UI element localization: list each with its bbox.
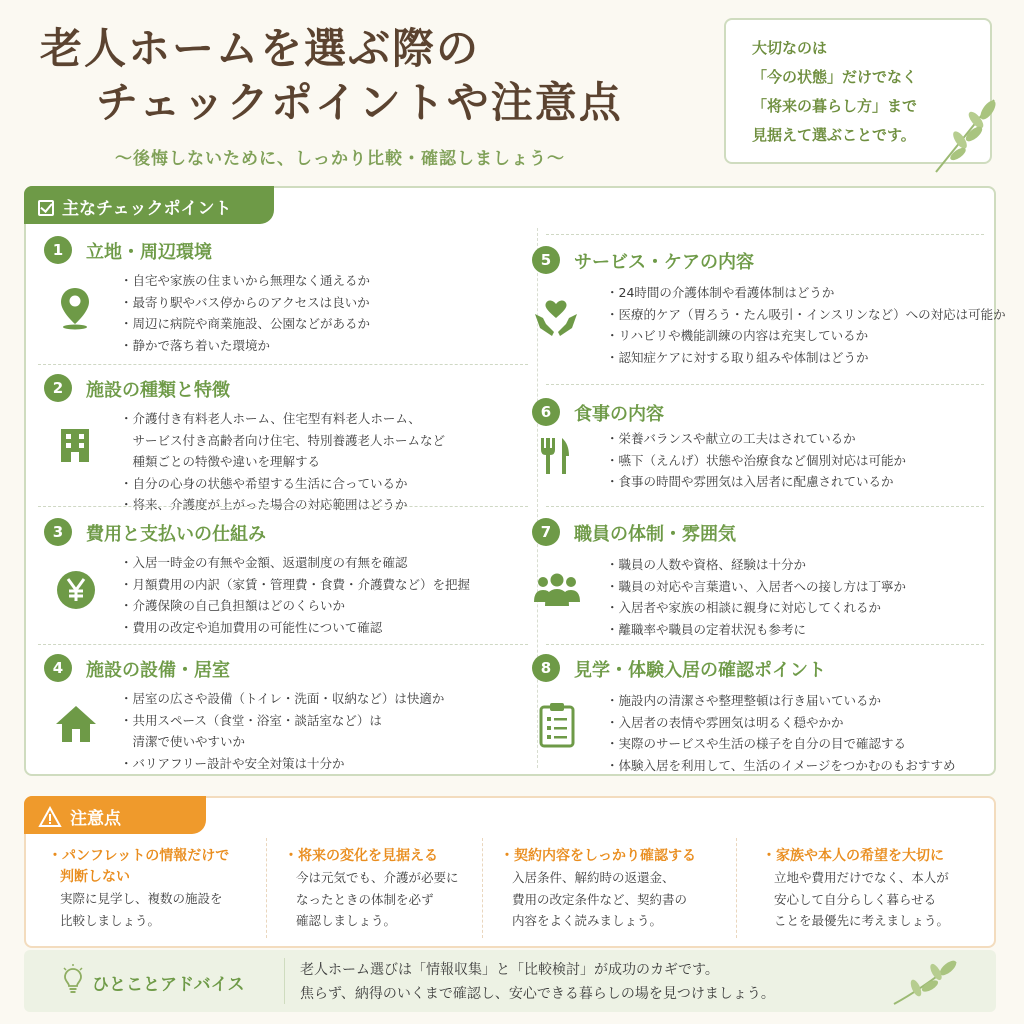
fork-knife-icon	[538, 436, 572, 476]
bullet: ・ 自宅や家族の住まいから無理なく通えるか	[120, 270, 370, 292]
title-line-2: チェックポイントや注意点	[96, 78, 623, 127]
staff-group-icon	[532, 572, 582, 608]
item-divider	[546, 384, 984, 385]
bullet: ・ 静かで落ち着いた環境か	[120, 335, 370, 357]
caution-text: 比較しましょう。	[60, 912, 161, 928]
caution-column-1	[48, 846, 229, 931]
leaf-branch-icon	[930, 92, 1002, 176]
caution-column-4	[762, 846, 949, 932]
caution-text: 確認しましょう。	[296, 913, 397, 928]
item-divider	[546, 234, 984, 235]
item-title: サービス・ケアの内容	[574, 252, 754, 273]
bullet: ・ 周辺に病院や商業施設、公園などがあるか	[120, 313, 370, 335]
bullet: ・ 離職率や職員の定着状況も参考に	[606, 619, 906, 641]
item-number: 5	[532, 246, 560, 274]
item-number: 6	[532, 398, 560, 426]
advice-bar	[24, 950, 996, 1012]
bullet: ・ 認知症ケアに対する取り組みや体制はどうか	[606, 347, 1006, 369]
bullet: ・ 最寄り駅やバス停からのアクセスは良いか	[120, 292, 370, 314]
checkpoints-panel	[24, 186, 1006, 776]
bullet: ・ 食事の時間や雰囲気は入居者に配慮されているか	[606, 471, 906, 493]
key-message-line: 「将来の暮らし方」まで	[752, 97, 918, 115]
caution-panel	[24, 796, 996, 948]
checkbox-icon	[38, 200, 54, 216]
caution-text: 安心して自分らしく暮らせる	[774, 891, 937, 907]
caution-column-2	[284, 846, 459, 932]
caution-text: 費用の改定条件など、契約書の	[512, 891, 688, 907]
item-divider	[546, 644, 984, 645]
bullet: ・ 自分の心身の状態や希望する生活に合っているか	[120, 473, 445, 495]
lightbulb-icon	[62, 964, 84, 994]
item-divider	[38, 506, 528, 507]
advice-separator	[284, 958, 285, 1004]
bullet: ・ 嚥下（えんげ）状態や治療食など個別対応は可能か	[606, 450, 906, 472]
checkpoints-tab	[24, 186, 274, 224]
checkpoints-label: 主なチェックポイント	[62, 199, 232, 219]
bullet: ・ 施設内の清潔さや整理整頓は行き届いているか	[606, 690, 956, 712]
bullet: ・ 費用の改定や追加費用の可能性について確認	[120, 617, 470, 639]
subtitle: 〜後悔しないために、しっかり比較・確認しましょう〜	[115, 149, 565, 169]
advice-label: ひとことアドバイス	[92, 975, 245, 995]
clipboard-icon	[538, 702, 576, 748]
bullet: ・ 医療的ケア（胃ろう・たん吸引・インスリンなど）への対応は可能か	[606, 304, 1006, 326]
bullet: ・ 介護付き有料老人ホーム、住宅型有料老人ホーム、	[120, 408, 445, 430]
caution-text: 入居条件、解約時の返還金、	[512, 870, 675, 885]
item-divider	[38, 364, 528, 365]
bullet: ・ 実際のサービスや生活の様子を自分の目で確認する	[606, 733, 956, 755]
bullet: ・ 介護保険の自己負担額はどのくらいか	[120, 595, 470, 617]
warning-icon	[38, 806, 62, 828]
bullet-continuation: 清潔で使いやすいか	[132, 734, 246, 749]
advice-line: 老人ホーム選びは「情報収集」と「比較検討」が成功のカギです。	[300, 962, 719, 978]
column-divider	[482, 838, 483, 938]
column-divider	[736, 838, 737, 938]
advice-line: 焦らず、納得のいくまで確認し、安心できる暮らしの場を見つけましょう。	[300, 986, 775, 1002]
caution-text: 今は元気でも、介護が必要に	[296, 870, 459, 885]
item-number: 7	[532, 518, 560, 546]
page-title	[40, 22, 623, 130]
caution-heading: 判断しない	[60, 869, 130, 885]
bullet: ・ 職員の対応や言葉遣い、入居者への接し方は丁寧か	[606, 576, 906, 598]
heart-hands-icon	[532, 298, 580, 338]
key-message-line: 大切なのは	[752, 39, 828, 57]
caution-text: 実際に見学し、複数の施設を	[60, 891, 223, 906]
item-title: 立地・周辺環境	[86, 242, 212, 263]
bullet-continuation: 種類ごとの特徴や違いを理解する	[132, 454, 321, 469]
leaf-branch-icon	[890, 956, 960, 1008]
bullet: ・ 栄養バランスや献立の工夫はされているか	[606, 428, 906, 450]
caution-text: ことを最優先に考えましょう。	[774, 913, 950, 928]
caution-label: 注意点	[70, 809, 121, 829]
caution-text: 内容をよく読みましょう。	[512, 913, 663, 928]
bullet: ・ 24時間の介護体制や看護体制はどうか	[606, 282, 1006, 304]
caution-heading: ・将来の変化を見据える	[284, 848, 438, 864]
item-number: 2	[44, 374, 72, 402]
item-number: 4	[44, 654, 72, 682]
caution-text: なったときの体制を必ず	[296, 891, 434, 907]
bullet: ・ バリアフリー設計や安全対策は十分か	[120, 753, 444, 775]
building-icon	[56, 426, 94, 464]
bullet: ・ 入居一時金の有無や金額、返還制度の有無を確認	[120, 552, 470, 574]
title-line-1: 老人ホームを選ぶ際の	[40, 24, 481, 73]
item-title: 食事の内容	[574, 404, 664, 425]
item-number: 1	[44, 236, 72, 264]
item-number: 3	[44, 518, 72, 546]
key-message-line: 見据えて選ぶことです。	[752, 126, 916, 144]
caution-heading: ・家族や本人の希望を大切に	[762, 848, 944, 864]
item-divider	[546, 506, 984, 507]
item-title: 費用と支払いの仕組み	[86, 524, 266, 545]
column-divider	[266, 838, 267, 938]
bullet: ・ 入居者の表情や雰囲気は明るく穏やかか	[606, 712, 956, 734]
advice-text	[300, 958, 775, 1006]
caution-column-3	[500, 846, 696, 932]
caution-heading: ・パンフレットの情報だけで	[48, 848, 230, 864]
bullet: ・ 居室の広さや設備（トイレ・洗面・収納など）は快適か	[120, 688, 444, 710]
item-title: 施設の種類と特徴	[86, 380, 230, 401]
caution-text: 立地や費用だけでなく、本人が	[774, 870, 949, 885]
bullet: ・ 将来、介護度が上がった場合の対応範囲はどうか	[120, 494, 445, 516]
location-pin-icon	[58, 286, 92, 330]
bullet-continuation: サービス付き高齢者向け住宅、特別養護老人ホームなど	[132, 432, 446, 448]
item-divider	[38, 644, 528, 645]
bullet: ・ 職員の人数や資格、経験は十分か	[606, 554, 906, 576]
bullet: ・ リハビリや機能訓練の内容は充実しているか	[606, 325, 1006, 347]
bullet: ・ 月額費用の内訳（家賃・管理費・食費・介護費など）を把握	[120, 574, 470, 596]
caution-tab	[24, 796, 206, 834]
yen-icon	[56, 570, 96, 610]
key-message-line: 「今の状態」だけでなく	[752, 68, 918, 86]
bullet: ・ 共用スペース（食堂・浴室・談話室など）は	[120, 710, 444, 732]
item-number: 8	[532, 654, 560, 682]
item-title: 施設の設備・居室	[86, 660, 230, 681]
house-icon	[54, 704, 98, 744]
bullet: ・ 入居者や家族の相談に親身に対応してくれるか	[606, 597, 906, 619]
bullet: ・ 体験入居を利用して、生活のイメージをつかむのもおすすめ	[606, 755, 956, 777]
item-title: 職員の体制・雰囲気	[574, 524, 736, 545]
item-title: 見学・体験入居の確認ポイント	[574, 660, 826, 681]
caution-heading: ・契約内容をしっかり確認する	[500, 848, 696, 864]
